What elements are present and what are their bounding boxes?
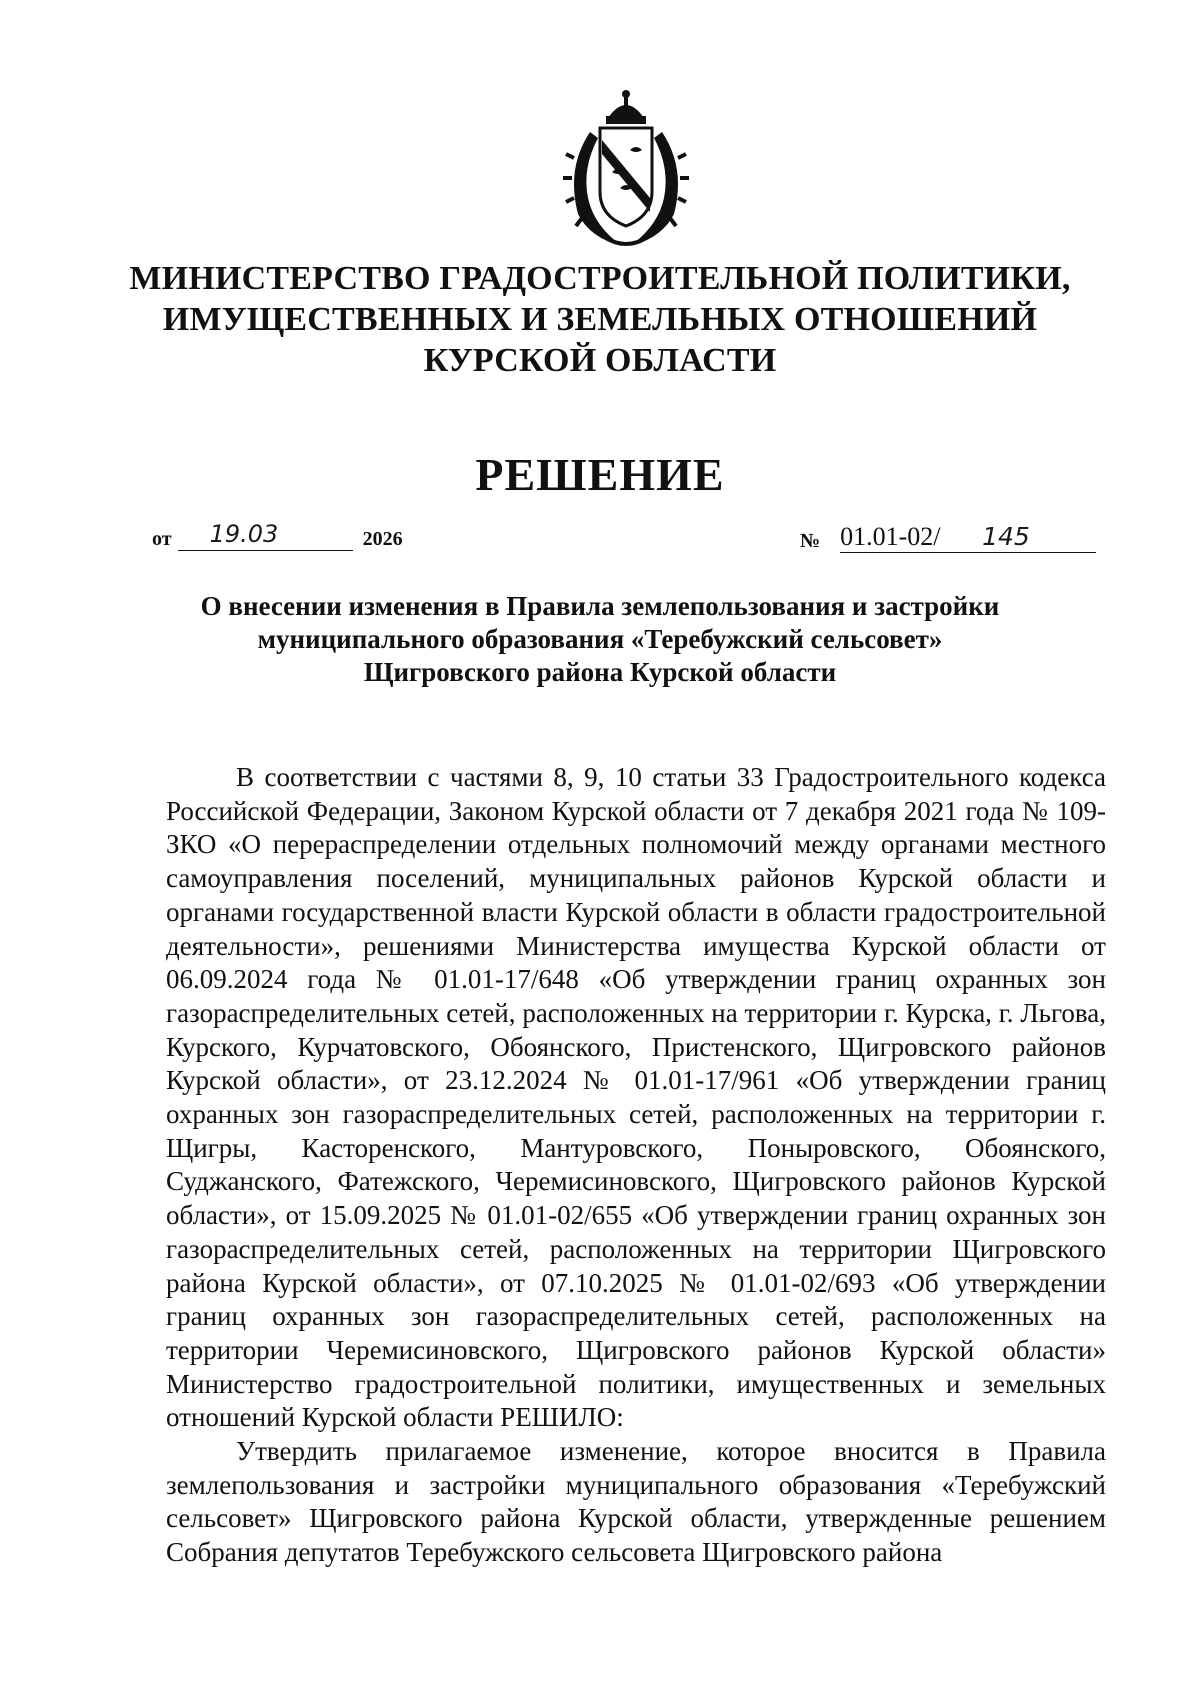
document-type-title: РЕШЕНИЕ <box>475 449 725 500</box>
subject-line: О внесении изменения в Правила землепользования и застройки <box>200 591 1000 621</box>
date-blank <box>178 520 353 551</box>
subject-line: муниципального образования «Теребужский сельсовет» <box>257 624 943 654</box>
body-paragraph: Утвердить прилагаемое изменение, которое вносится в Правила землепользования и застройки муниципального образования «Теребужский сельсовет» Щигровского района Курской области, утвержденные решением Собрания депутатов Теребужского сельсовета Щигровского района <box>166 1436 1106 1568</box>
number-prefix: 01.01-02/ <box>840 522 941 551</box>
body-paragraph: В соответствии с частями 8, 9, 10 статьи 33 Градостроительного кодекса Российской Федерации, Законом Курской области от 7 декабря 2021 года № 109-ЗКО «О перераспределении отдельных полномочий между органами местного самоуправления поселений, муниципальных районов Курской области и органами государственной власти Курской области в области градостроительной деятельности», решениями Министерства имущества Курской области от 06.09.2024 года № 01.01-17/648 «Об утверждении границ охранных зон газораспределительных сетей, расположенных на территории г. Курска, г. Льгова, Курского, Курчатовского, Обоянского, Пристенского, Щигровского районов Курской области», от 23.12.2024 № 01.01-17/961 «Об утверждении границ охранных зон газораспределительных сетей, расположенных на территории г. Щигры, Касторенского, Мантуровского, Поныровского, Обоянского, Суджанского, Фатежского, Черемисиновского, Щигровского районов Курской области», от 15.09.2025 № 01.01-02/655 «Об утверждении границ охранных зон газораспределительных сетей, расположенных на территории Щигровского района Курской области», от 07.10.2025 № 01.01-02/693 «Об утверждении границ охранных зон газораспределительных сетей, расположенных на территории Черемисиновского, Щигровского районов Курской области» Министерство градостроительной политики, имущественных и земельных отношений Курской области РЕШИЛО: <box>166 762 1106 1433</box>
ministry-line: ИМУЩЕСТВЕННЫХ И ЗЕМЕЛЬНЫХ ОТНОШЕНИЙ <box>162 301 1038 338</box>
date-year: 2026 <box>362 528 403 550</box>
coat-of-arms-icon <box>560 88 692 250</box>
document-body <box>166 761 1106 1570</box>
ministry-line: МИНИСТЕРСТВО ГРАДОСТРОИТЕЛЬНОЙ ПОЛИТИКИ, <box>129 260 1071 297</box>
subject-line: Щигровского района Курской области <box>363 657 837 687</box>
document-subject <box>120 590 1080 689</box>
document-number <box>800 520 1096 553</box>
date-label: от <box>152 528 172 550</box>
ministry-line: КУРСКОЙ ОБЛАСТИ <box>423 342 777 379</box>
number-handwritten: 145 <box>982 522 1030 551</box>
ministry-name <box>120 258 1080 381</box>
number-sign: № <box>800 530 821 552</box>
date-handwritten: 19.03 <box>209 520 279 548</box>
number-blank <box>840 520 1096 553</box>
document-date <box>152 520 403 551</box>
